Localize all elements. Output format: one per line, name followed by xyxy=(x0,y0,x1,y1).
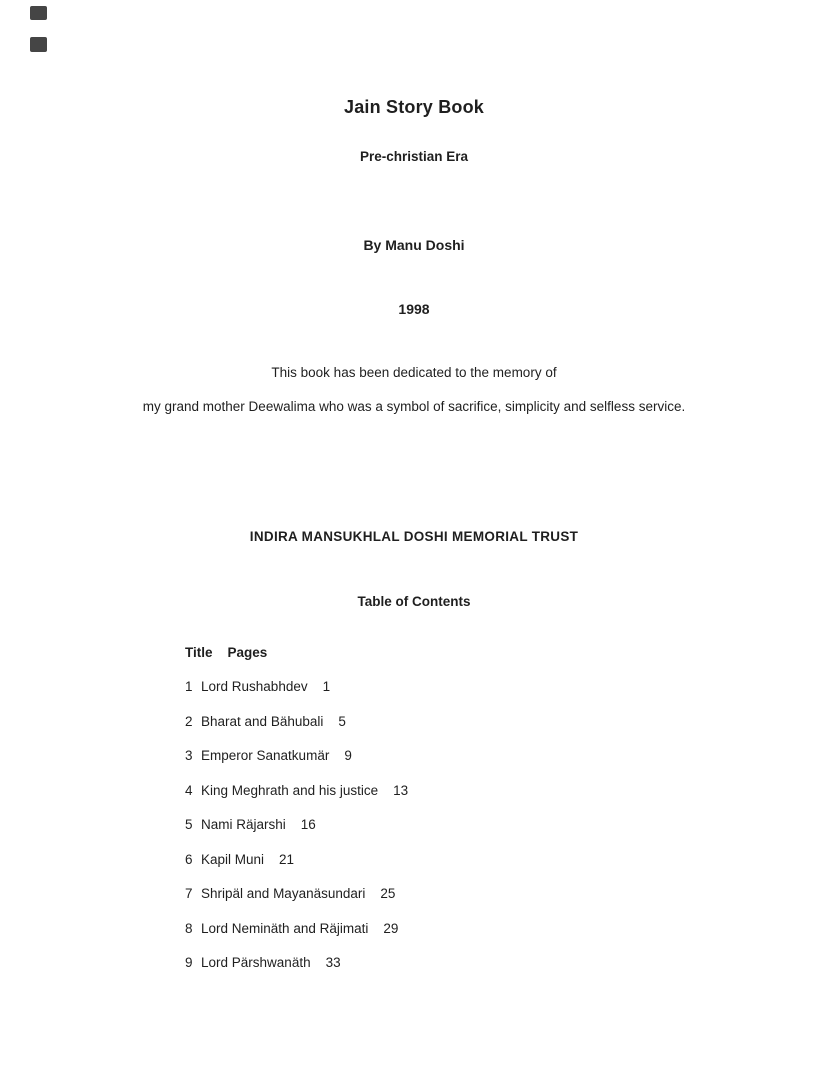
scan-artifact-bottom xyxy=(30,37,47,52)
toc-entry-title: Shripäl and Mayanäsundari xyxy=(201,885,366,901)
toc-entry-number: 3 xyxy=(185,747,193,763)
toc-entry-page: 1 xyxy=(322,678,331,694)
book-subtitle: Pre-christian Era xyxy=(359,149,469,164)
toc-entry-page: 25 xyxy=(380,885,396,901)
toc-entry-title: Lord Rushabhdev xyxy=(201,678,308,694)
dedication-line-1: This book has been dedicated to the memory of xyxy=(271,365,557,380)
toc-entry xyxy=(170,939,341,986)
toc-entry-number: 4 xyxy=(185,782,193,798)
trust-name: INDIRA MANSUKHLAL DOSHI MEMORIAL TRUST xyxy=(249,529,579,544)
toc-entry-title: Kapil Muni xyxy=(201,851,265,867)
year-line: 1998 xyxy=(398,301,430,317)
toc-entry-title: King Meghrath and his justice xyxy=(201,782,379,798)
toc-entry-title: Nami Räjarshi xyxy=(201,816,286,832)
scan-artifact-top xyxy=(30,6,47,20)
toc-entry-page: 9 xyxy=(344,747,352,763)
author-line: By Manu Doshi xyxy=(363,237,465,253)
toc-entry-title: Bharat and Bähubali xyxy=(201,713,324,729)
toc-entry-page: 13 xyxy=(393,782,409,798)
toc-column-title: Title xyxy=(185,644,213,660)
toc-entry-title: Lord Neminäth and Räjimati xyxy=(201,920,369,936)
toc-entry-page: 29 xyxy=(383,920,399,936)
toc-entry-page: 33 xyxy=(325,954,341,970)
toc-entry-title: Emperor Sanatkumär xyxy=(201,747,330,763)
toc-entry-number: 9 xyxy=(185,954,193,970)
toc-entry-number: 6 xyxy=(185,851,193,867)
toc-entry-page: 5 xyxy=(338,713,346,729)
toc-entry-number: 2 xyxy=(185,713,193,729)
toc-entry-page: 21 xyxy=(279,851,295,867)
book-title: Jain Story Book xyxy=(343,97,485,117)
toc-entry-number: 5 xyxy=(185,816,193,832)
toc-entry-number: 7 xyxy=(185,885,193,901)
toc-heading: Table of Contents xyxy=(357,594,471,609)
dedication-line-2: my grand mother Deewalima who was a symbol of sacrifice, simplicity and selfless service. xyxy=(142,399,686,414)
toc-entry-number: 8 xyxy=(185,920,193,936)
toc-entry-number: 1 xyxy=(185,678,193,694)
toc-column-pages: Pages xyxy=(227,644,268,660)
toc-entry-page: 16 xyxy=(300,816,316,832)
toc-entry-title: Lord Pärshwanäth xyxy=(201,954,311,970)
